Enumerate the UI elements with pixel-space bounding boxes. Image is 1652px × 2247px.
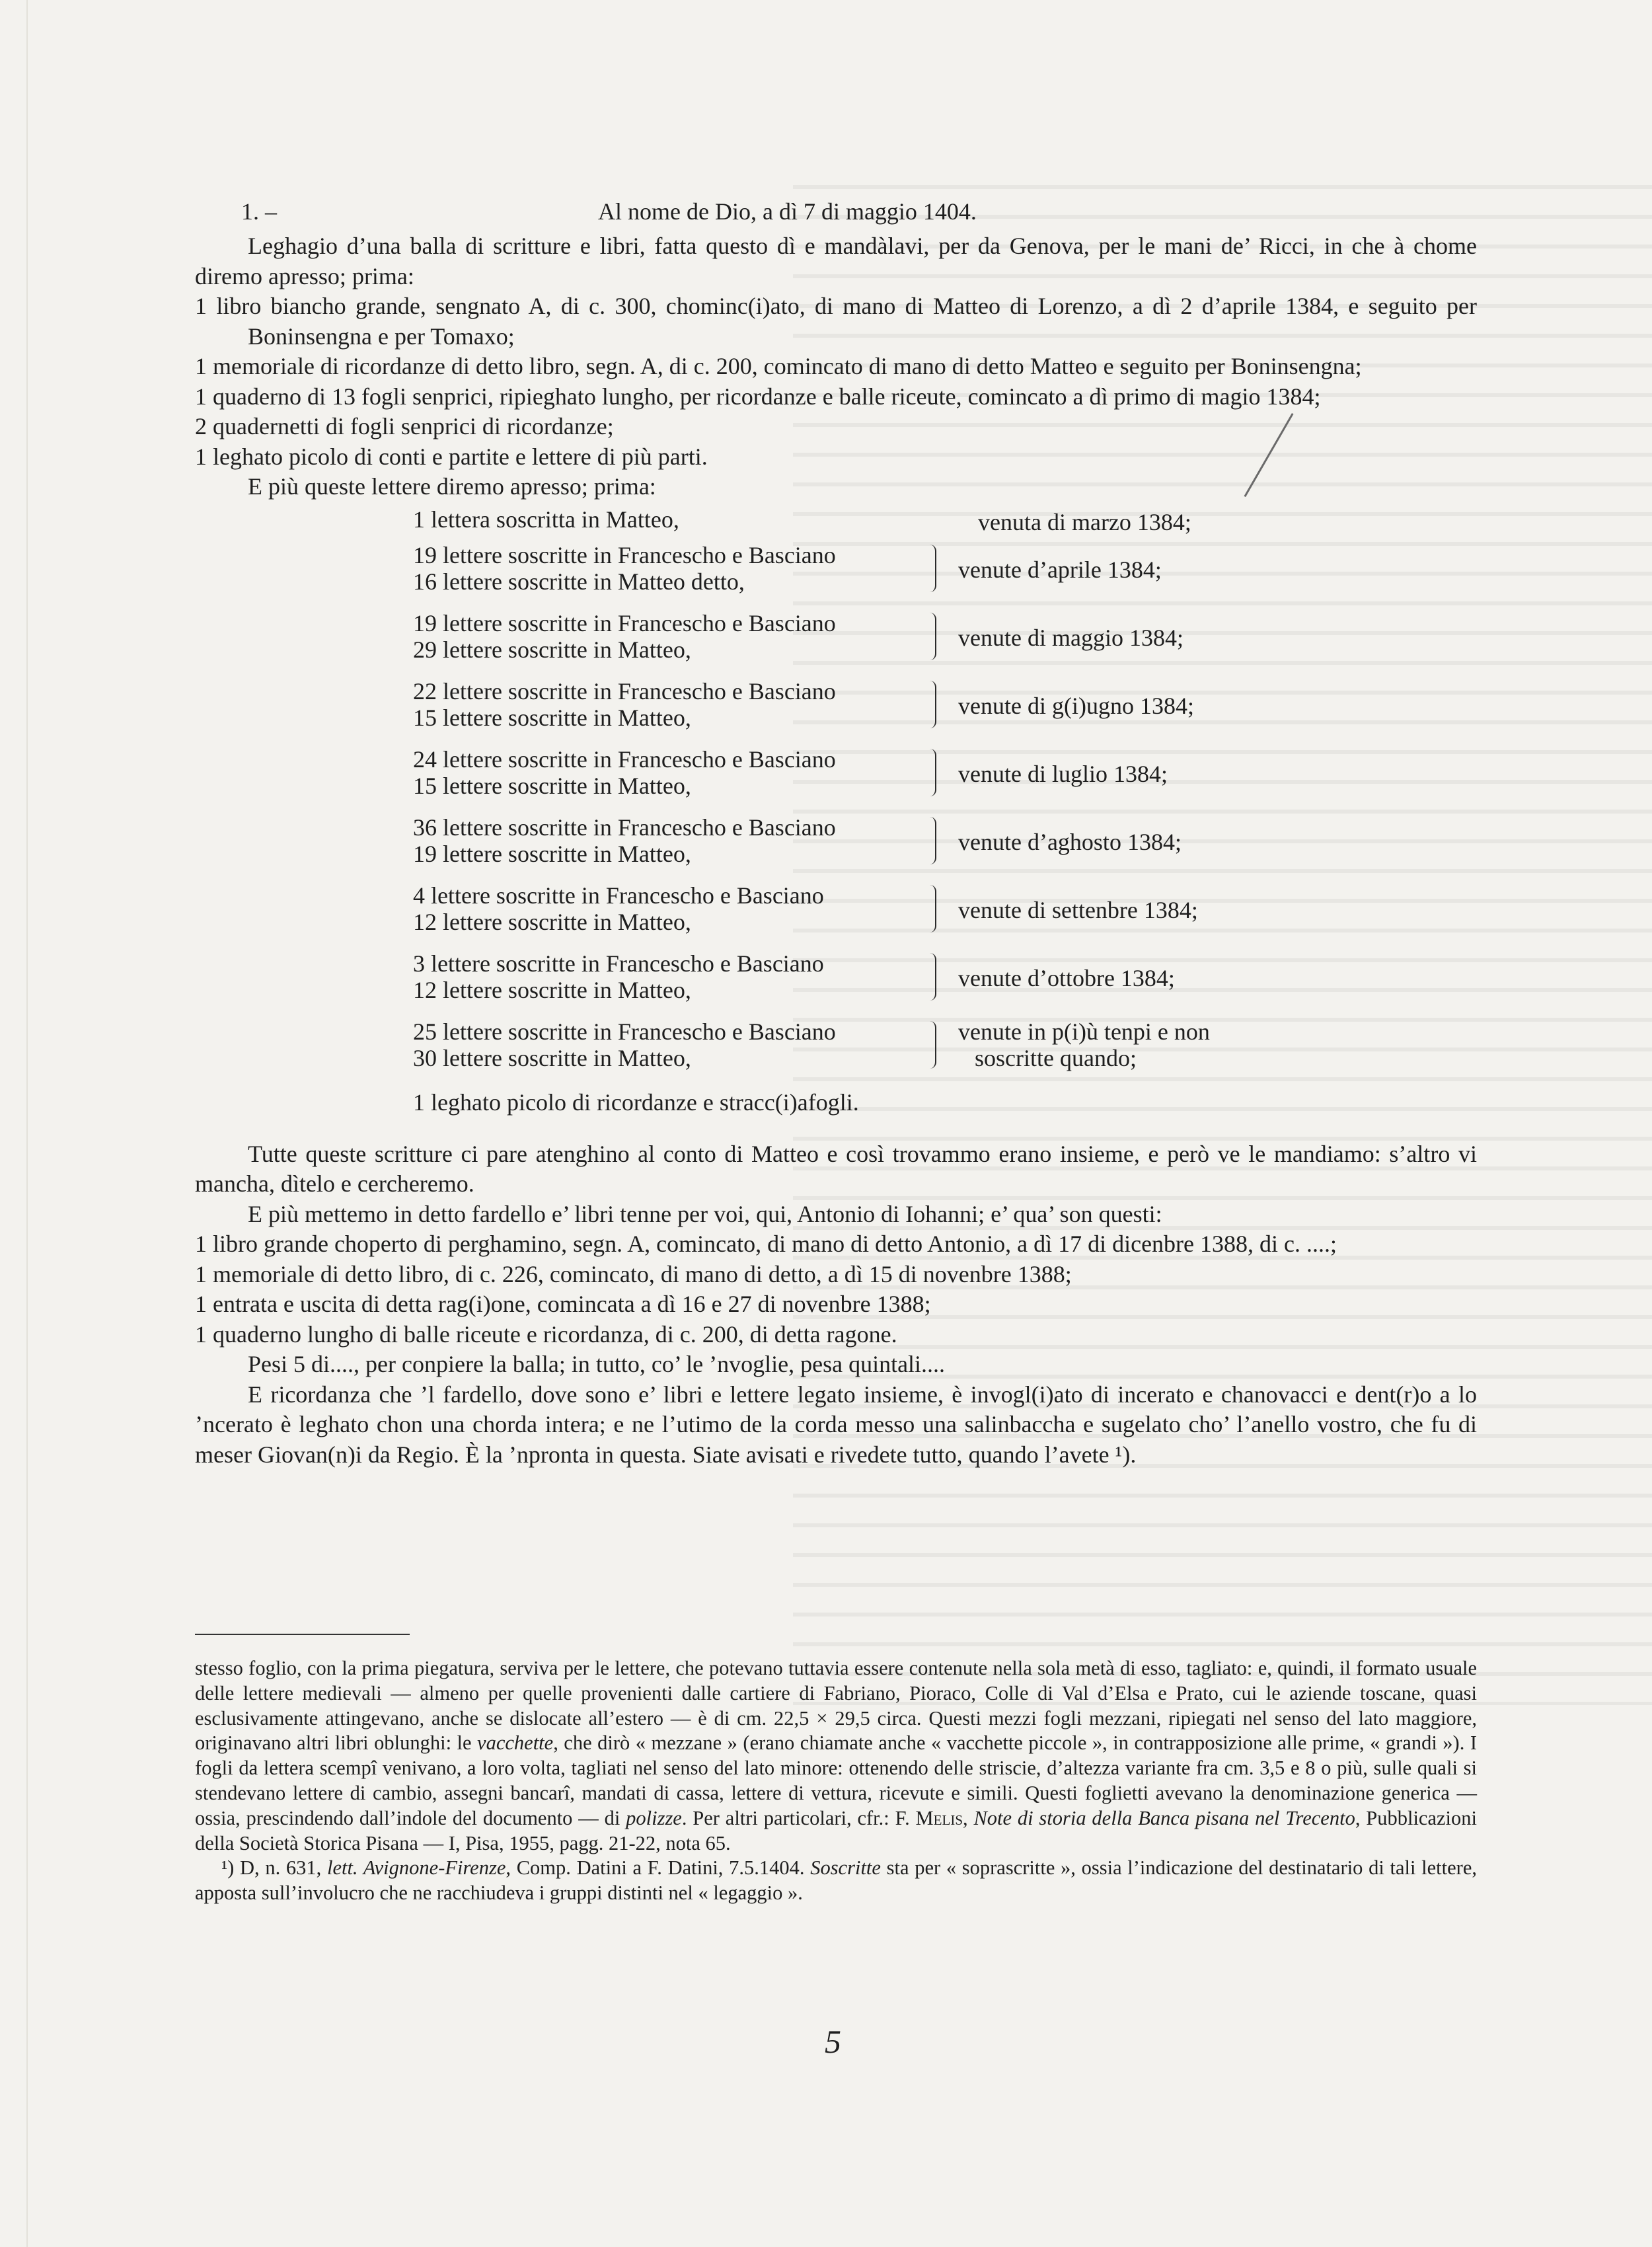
brace xyxy=(930,545,936,592)
letter-group xyxy=(195,813,1477,881)
page-number: 5 xyxy=(825,2023,841,2060)
letter-group xyxy=(195,541,1477,609)
after-paragraph: E più mettemo in detto fardello e’ libri tenne per voi, qui, Antonio di Iohanni; e’ qua’ son questi: xyxy=(248,1200,1162,1227)
footnote-text: . Per altri particolari, cfr.: F. xyxy=(681,1806,916,1829)
letter-date: venute di settenbre 1384; xyxy=(958,896,1198,923)
brace xyxy=(930,681,936,728)
letter-line: 19 lettere soscritte in Matteo, xyxy=(413,840,691,867)
page-edge-line xyxy=(26,0,28,2247)
letter-line: 36 lettere soscritte in Francescho e Basciano xyxy=(413,814,836,841)
document-title: Al nome de Dio, a dì 7 di maggio 1404. xyxy=(598,198,977,225)
letter-line: 12 lettere soscritte in Matteo, xyxy=(413,976,691,1003)
book-item: 1 quaderno lungho di balle riceute e ricordanza, di c. 200, di detta ragone. xyxy=(195,1320,897,1348)
letter-line: 24 lettere soscritte in Francescho e Basciano xyxy=(413,745,836,773)
footnote-text: , xyxy=(963,1806,974,1829)
footnote-text: sta per « soprascritte », ossia l’indicazione del destinatario di tali lettere, apposta sull’involucro che ne racchiudeva i gruppi distinti nel « legaggio ». xyxy=(195,1856,1477,1905)
letter-line: 29 lettere soscritte in Matteo, xyxy=(413,636,691,663)
document-heading xyxy=(195,197,1477,231)
footnote-continuation xyxy=(195,1656,1477,1856)
letter-date: venute d’aprile 1384; xyxy=(958,556,1162,583)
letter-row xyxy=(195,502,1477,541)
brace xyxy=(930,1021,936,1069)
document-number: 1. – xyxy=(241,198,277,225)
book-item: 1 quaderno di 13 fogli senprici, ripieghato lungho, per ricordanze e balle riceute, comincato a dì primo di magio 1384; xyxy=(195,383,1321,410)
footnote-text: , che dirò « mezzane » (erano chiamate anche « vacchette piccole », in contrapposizione alle prime, « grandi »). I fogli da lettera scempî venivano, a loro volta, tagliati nel senso del lato minore: ottenendo delle striscie, d’altezza variante fra cm. 3,5 e 8 o più, sulle quali si stendevano lettere di cambio, assegni bancarî, mandati di cassa, lettere di vettura, ricevute e simili. Questi foglietti avevano la denominazione generica — ossia, prescindendo dall’indole del documento — di xyxy=(195,1732,1477,1829)
letter-date: venute in p(i)ù tenpi e non xyxy=(958,1018,1210,1045)
letter-group xyxy=(195,881,1477,949)
letter-line: 15 lettere soscritte in Matteo, xyxy=(413,704,691,731)
letter-group xyxy=(195,1017,1477,1085)
letter-line: 12 lettere soscritte in Matteo, xyxy=(413,908,691,935)
letter-date: venute di luglio 1384; xyxy=(958,760,1168,787)
book-item: 1 leghato picolo di conti e partite e lettere di più parti. xyxy=(195,443,708,470)
letter-line: 3 lettere soscritte in Francescho e Basciano xyxy=(413,950,824,977)
footnote-text: , Pubblicazioni della Società Storica Pisana — I, Pisa, 1955, pagg. 21-22, nota 65. xyxy=(195,1806,1477,1854)
letters-list xyxy=(195,502,1477,1125)
book-item: 1 libro biancho grande, sengnato A, di c. 300, chominc(i)ato, di mano di Matteo di Lorenzo, a dì 2 d’aprile 1384, e seguito per Boninsengna e per Tomaxo; xyxy=(195,293,1477,350)
footnote-italic: polizze xyxy=(626,1806,682,1829)
letter-line: 19 lettere soscritte in Francescho e Basciano xyxy=(413,541,836,568)
footnote-italic: Soscritte xyxy=(810,1856,881,1880)
brace xyxy=(930,953,936,1001)
footnote-separator xyxy=(195,1634,410,1635)
letter-line: 22 lettere soscritte in Francescho e Basciano xyxy=(413,677,836,705)
letter-group xyxy=(195,745,1477,813)
book-item: 1 memoriale di detto libro, di c. 226, comincato, di mano di detto, a dì 15 di novenbre 1388; xyxy=(195,1260,1072,1287)
letter-line: 30 lettere soscritte in Matteo, xyxy=(413,1044,691,1071)
letter-row xyxy=(195,1085,1477,1125)
closing-paragraph: E ricordanza che ’l fardello, dove sono e’ libri e lettere legato insieme, è invogl(i)ato di incerato e chanovacci e dent(r)o a lo ’ncerato è leghato chon una chorda intera; e ne l’utimo de la corda messo una salinbaccha e sugelato cho’ l’anello vostro, che fu di meser Giovan(n)i da Regio. È la ’npronta in questa. Siate avisati e rivedete tutto, quando l’avete ¹). xyxy=(195,1381,1477,1468)
book-item: 1 memoriale di ricordanze di detto libro, segn. A, di c. 200, comincato di mano di detto Matteo e seguito per Boninsengna; xyxy=(195,353,1362,379)
brace xyxy=(930,885,936,933)
footnote-1 xyxy=(195,1856,1477,1906)
books-list-2 xyxy=(195,1229,1477,1350)
letter-date-continued: soscritte quando; xyxy=(975,1044,1137,1071)
footnote-italic: vacchette xyxy=(477,1732,554,1755)
brace xyxy=(930,817,936,864)
closing-paragraph: Pesi 5 di...., per conpiere la balla; in tutto, co’ le ’nvoglie, pesa quintali.... xyxy=(248,1351,946,1377)
book-item: 1 entrata e uscita di detta rag(i)one, comincata a dì 16 e 27 di novenbre 1388; xyxy=(195,1291,931,1317)
letter-date: venute di maggio 1384; xyxy=(958,624,1183,651)
books-list xyxy=(195,291,1477,472)
letter-line: 4 lettere soscritte in Francescho e Basciano xyxy=(413,882,824,909)
footnote-text: stesso foglio, con la prima piegatura, serviva per le lettere, che potevano tuttavia essere contenute nella sola metà di esso, tagliato: e, quindi, il formato usuale delle lettere medievali — almeno per quelle provenienti dalle cartiere di Fabriano, Pioraco, Colle di Val d’Elsa e Prato, cui le aziende toscane, quasi esclusivamente attingevano, anche se dislocate all’estero — è di cm. 22,5 × 29,5 circa. Questi mezzi fogli mezzani, ripiegati nel senso del lato maggiore, originavano altri libri oblunghi: le xyxy=(195,1657,1477,1755)
book-item: 1 libro grande choperto di perghamino, segn. A, comincato, di mano di detto Antonio, a dì 17 di dicenbre 1388, di c. ....; xyxy=(195,1231,1337,1257)
after-paragraph: Tutte queste scritture ci pare atenghino al conto di Matteo e così trovammo erano insieme, e però ve le mandiamo: s’altro vi mancha, dìtelo e cercheremo. xyxy=(195,1140,1477,1197)
letter-line: 19 lettere soscritte in Francescho e Basciano xyxy=(413,609,836,636)
footnote-text: ¹) D, n. 631, xyxy=(221,1856,327,1880)
letter-group xyxy=(195,677,1477,745)
letter-line: 15 lettere soscritte in Matteo, xyxy=(413,772,691,799)
letter-line: 1 leghato picolo di ricordanze e stracc(i)afogli. xyxy=(413,1088,859,1116)
letter-line: 25 lettere soscritte in Francescho e Basciano xyxy=(413,1018,836,1045)
main-text xyxy=(195,197,1477,1470)
footnote-italic: lett. Avignone-Firenze xyxy=(326,1856,506,1880)
letter-date: venuta di marzo 1384; xyxy=(978,508,1191,535)
letters-intro: E più queste lettere diremo apresso; prima: xyxy=(248,473,656,500)
letter-group xyxy=(195,609,1477,677)
letter-date: venute d’aghosto 1384; xyxy=(958,828,1182,855)
intro-paragraph: Leghagio d’una balla di scritture e libri, fatta questo dì e mandàlavi, per da Genova, per le mani de’ Ricci, in che à chome diremo apresso; prima: xyxy=(195,233,1477,289)
brace xyxy=(930,613,936,660)
book-title: Note di storia della Banca pisana nel Trecento xyxy=(973,1806,1355,1829)
letter-group xyxy=(195,949,1477,1017)
letter-line: 1 lettera soscritta in Matteo, xyxy=(413,506,679,533)
letter-line: 16 lettere soscritte in Matteo detto, xyxy=(413,568,745,595)
brace xyxy=(930,749,936,796)
author-name: Melis xyxy=(915,1806,963,1829)
footnotes xyxy=(195,1656,1477,1906)
letter-date: venute di g(i)ugno 1384; xyxy=(958,692,1194,719)
letter-date: venute d’ottobre 1384; xyxy=(958,964,1175,991)
footnote-text: , Comp. Datini a F. Datini, 7.5.1404. xyxy=(506,1856,811,1880)
book-item: 2 quadernetti di fogli senprici di ricordanze; xyxy=(195,413,614,439)
